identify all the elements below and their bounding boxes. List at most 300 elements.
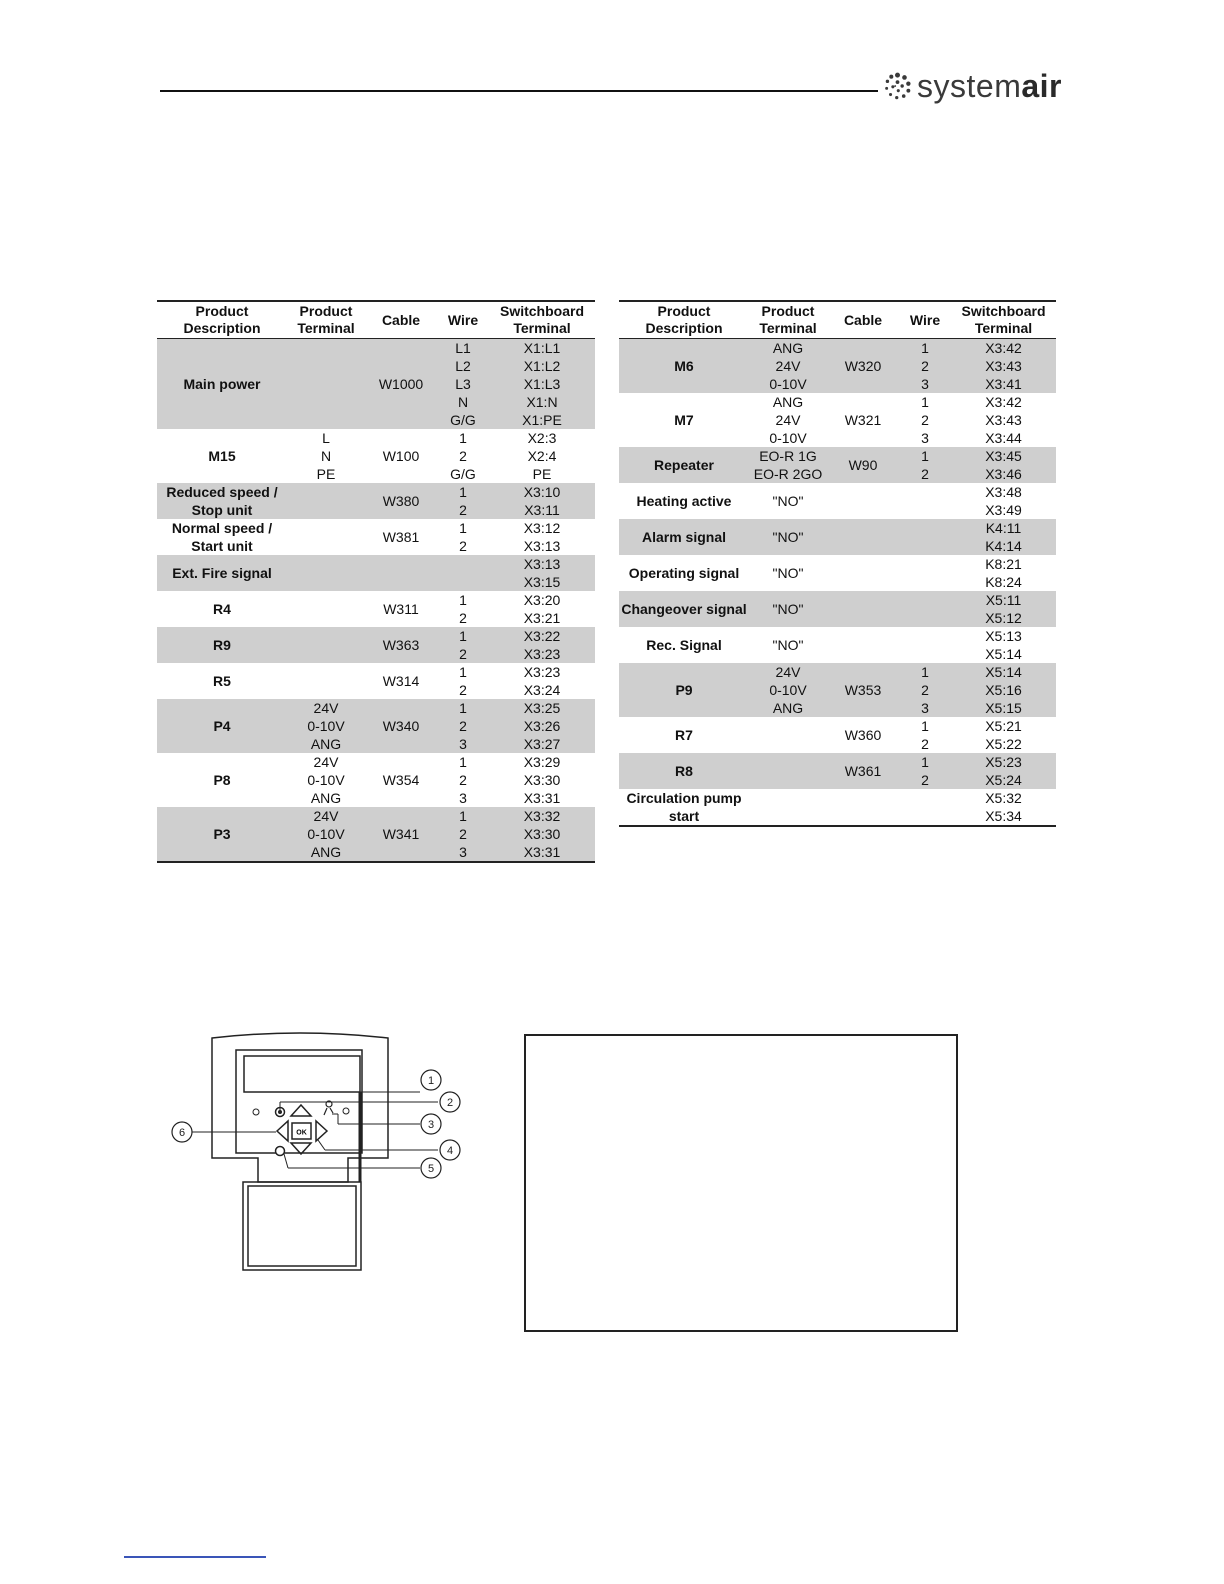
switchboard-terminal-cell	[489, 483, 595, 519]
switchboard-terminal-cell-line: X5:32	[985, 790, 1022, 806]
product-terminal-cell-line: EO-R 1G	[759, 448, 817, 464]
product-terminal-cell-line: 0-10V	[307, 718, 345, 734]
switchboard-terminal-cell-line: X3:10	[523, 484, 561, 500]
switchboard-terminal-cell	[951, 519, 1056, 555]
switchboard-terminal-cell-line: X3:42	[985, 394, 1022, 410]
table-row	[619, 789, 1056, 826]
table-row	[619, 717, 1056, 753]
switchboard-terminal-cell-line: X3:21	[523, 610, 561, 626]
switchboard-terminal-cell-line: X5:14	[985, 664, 1022, 680]
product-terminal-cell-line: N	[320, 448, 332, 464]
cable-cell	[827, 555, 899, 591]
table-row	[619, 447, 1056, 483]
wire-cell-line: 3	[459, 736, 467, 752]
product-description-cell: Changeover signal	[619, 591, 749, 627]
wire-cell	[437, 591, 489, 627]
wire-cell	[899, 627, 951, 663]
header-cable: Cable	[365, 301, 437, 339]
cable-cell: W314	[382, 673, 420, 689]
product-description-cell: Operating signal	[628, 565, 740, 581]
legend-box	[524, 1034, 958, 1332]
switchboard-terminal-cell-line: X3:31	[523, 844, 561, 860]
cable-cell: W381	[382, 529, 420, 545]
switchboard-terminal-cell-line: X3:11	[524, 502, 560, 518]
header-wire: Wire	[899, 301, 951, 339]
switchboard-terminal-cell	[489, 519, 595, 555]
callout-3: 3	[427, 1119, 435, 1131]
switchboard-terminal-cell-line: X3:23	[523, 664, 561, 680]
wire-cell	[437, 663, 489, 699]
switchboard-terminal-cell-line: X3:42	[985, 340, 1022, 356]
switchboard-terminal-cell-line: X3:27	[523, 736, 561, 752]
wire-cell	[899, 555, 951, 591]
product-terminal-cell-line: "NO"	[772, 637, 804, 653]
product-terminal-cell	[749, 789, 827, 826]
wire-cell	[899, 339, 951, 394]
cable-cell: W353	[827, 663, 899, 717]
switchboard-terminal-cell-line: X2:4	[527, 448, 557, 464]
cable-cell: W320	[827, 339, 899, 394]
wire-cell-line: 2	[459, 538, 467, 554]
display-window	[244, 1056, 360, 1092]
wire-cell	[437, 483, 489, 519]
switchboard-terminal-cell-line: X5:34	[985, 808, 1022, 824]
clear-button[interactable]	[276, 1147, 285, 1156]
callout-2: 2	[446, 1097, 454, 1109]
wire-cell-line: 1	[459, 664, 467, 680]
switchboard-terminal-cell-line: X5:23	[985, 754, 1022, 770]
switchboard-terminal-cell-line: X3:32	[523, 808, 561, 824]
wire-cell	[437, 429, 489, 483]
product-terminal-cell	[749, 519, 827, 555]
wire-cell-line: 3	[921, 376, 929, 392]
switchboard-terminal-cell-line: X3:30	[523, 826, 561, 842]
wire-cell-line: 2	[459, 826, 467, 842]
switchboard-terminal-cell-line: X5:24	[985, 772, 1022, 788]
callout-1: 1	[427, 1075, 435, 1087]
product-terminal-cell	[749, 663, 827, 717]
wire-cell-line: 1	[459, 700, 467, 716]
wire-cell	[437, 519, 489, 555]
wire-cell-line: 2	[921, 466, 929, 482]
switchboard-terminal-cell-line: X3:20	[523, 592, 561, 608]
switchboard-terminal-cell-line: X1:PE	[522, 412, 562, 428]
table-row	[619, 339, 1056, 394]
switchboard-terminal-cell-line: X5:21	[985, 718, 1022, 734]
switchboard-terminal-cell	[489, 555, 595, 591]
switchboard-terminal-cell	[951, 483, 1056, 519]
switchboard-terminal-cell-line: X3:31	[523, 790, 561, 806]
cable-cell	[827, 519, 899, 555]
wire-cell-line: 1	[921, 718, 929, 734]
table-header-row	[157, 301, 595, 339]
product-terminal-cell-line: ANG	[772, 700, 804, 716]
wire-cell-line: 2	[459, 682, 467, 698]
wire-cell	[899, 663, 951, 717]
table-row	[157, 429, 595, 483]
table-body	[619, 339, 1056, 827]
switchboard-terminal-cell-line: X1:L3	[523, 376, 561, 392]
product-terminal-cell	[749, 627, 827, 663]
wire-cell-line: 2	[459, 502, 467, 518]
header-product-terminal: Product Terminal	[287, 301, 365, 339]
switchboard-terminal-cell-line: X3:48	[985, 484, 1022, 500]
product-description-cell: Circulation pump start	[626, 790, 742, 824]
wire-cell-line: N	[457, 394, 469, 410]
product-terminal-cell-line: ANG	[310, 736, 342, 752]
product-description-cell: Ext. Fire signal	[157, 555, 287, 591]
write-key-icon[interactable]	[324, 1101, 333, 1115]
wire-cell-line: G/G	[450, 412, 476, 428]
product-terminal-cell	[287, 663, 365, 699]
product-description-cell: Normal speed / Start unit	[171, 520, 273, 554]
table-row	[157, 591, 595, 627]
product-terminal-cell-line: 24V	[775, 412, 801, 428]
wire-cell-line: 1	[459, 754, 467, 770]
panel-base	[243, 1182, 361, 1270]
header-rule	[160, 90, 878, 92]
cable-cell	[827, 627, 899, 663]
wiring-table-right	[619, 300, 1056, 827]
switchboard-terminal-cell-line: X3:22	[523, 628, 561, 644]
switchboard-terminal-cell-line: X1:N	[526, 394, 558, 410]
wire-cell	[899, 591, 951, 627]
product-description-cell: P3	[157, 807, 287, 862]
table-row	[619, 393, 1056, 447]
switchboard-terminal-cell-line: K4:14	[985, 538, 1022, 554]
product-description-cell: Rec. Signal	[646, 637, 722, 653]
product-terminal-cell-line: "NO"	[772, 493, 804, 509]
product-description-cell: R9	[157, 627, 287, 663]
product-description-cell: Alarm signal	[619, 519, 749, 555]
up-arrow-icon[interactable]	[291, 1105, 311, 1116]
callout-5: 5	[427, 1163, 435, 1175]
switchboard-terminal-cell-line: X5:15	[985, 700, 1022, 716]
brand-name: systemair	[917, 68, 1062, 104]
product-terminal-cell	[287, 483, 365, 519]
wire-cell-line: 1	[459, 628, 467, 644]
product-description-cell: Reduced speed / Stop unit	[157, 483, 287, 519]
product-description-cell: M15	[208, 448, 236, 464]
switchboard-terminal-cell	[489, 663, 595, 699]
product-description-cell: Main power	[157, 339, 287, 430]
table-row	[157, 555, 595, 591]
switchboard-terminal-cell-line: K8:21	[985, 556, 1022, 572]
cable-cell: W341	[365, 807, 437, 862]
switchboard-terminal-cell	[951, 627, 1056, 663]
ok-label: OK	[296, 1129, 307, 1137]
product-terminal-cell	[749, 753, 827, 789]
switchboard-terminal-cell-line: X3:49	[985, 502, 1022, 518]
product-terminal-cell-line: 24V	[775, 358, 801, 374]
cable-cell: W100	[382, 448, 420, 464]
product-terminal-cell-line: "NO"	[772, 529, 804, 545]
product-terminal-cell-line: PE	[316, 466, 336, 482]
callout-6: 6	[178, 1127, 186, 1139]
switchboard-terminal-cell-line: X2:3	[527, 430, 557, 446]
wire-cell-line: 2	[921, 358, 929, 374]
table-header-row	[619, 301, 1056, 339]
product-terminal-cell	[749, 483, 827, 519]
cable-cell	[827, 483, 899, 519]
product-terminal-cell	[287, 339, 365, 430]
product-terminal-cell	[287, 807, 365, 862]
product-terminal-cell	[287, 429, 365, 483]
cable-cell: W311	[383, 601, 419, 617]
wire-cell	[899, 789, 951, 826]
header-product-terminal: Product Terminal	[749, 301, 827, 339]
switchboard-terminal-cell-line: X3:43	[985, 412, 1022, 428]
switchboard-terminal-cell	[489, 699, 595, 753]
table-row	[157, 699, 595, 753]
switchboard-terminal-cell-line: X3:45	[985, 448, 1022, 464]
header-product-description: Product Description	[157, 301, 287, 339]
switchboard-terminal-cell	[951, 717, 1056, 753]
wire-cell-line: 2	[459, 772, 467, 788]
product-terminal-cell	[287, 519, 365, 555]
wire-cell-line: L3	[455, 376, 471, 392]
wire-cell-line: 3	[921, 430, 929, 446]
switchboard-terminal-cell	[951, 789, 1056, 826]
control-panel-diagram	[170, 1030, 470, 1280]
switchboard-terminal-cell	[951, 663, 1056, 717]
table-body	[157, 339, 595, 863]
product-terminal-cell	[287, 591, 365, 627]
wire-cell-line: 2	[459, 610, 467, 626]
wire-cell	[899, 519, 951, 555]
table-row	[619, 591, 1056, 627]
switchboard-terminal-cell	[489, 753, 595, 807]
cable-cell: W363	[365, 627, 437, 663]
product-description-cell: P9	[619, 663, 749, 717]
switchboard-terminal-cell	[951, 555, 1056, 591]
cable-cell	[827, 591, 899, 627]
switchboard-terminal-cell-line: X3:29	[523, 754, 561, 770]
product-terminal-cell-line: 0-10V	[769, 430, 807, 446]
cable-cell: W360	[844, 727, 882, 743]
table-row	[157, 663, 595, 699]
product-terminal-cell-line: EO-R 2GO	[753, 466, 823, 482]
switchboard-terminal-cell	[489, 807, 595, 862]
wire-cell-line: L2	[455, 358, 471, 374]
wire-cell	[437, 699, 489, 753]
switchboard-terminal-cell-line: X5:11	[985, 592, 1022, 608]
product-terminal-cell	[287, 699, 365, 753]
wire-cell-line: 2	[921, 412, 929, 428]
product-description-cell: Repeater	[619, 447, 749, 483]
footer-link-underline[interactable]	[124, 1556, 266, 1558]
wire-cell	[437, 555, 489, 591]
switchboard-terminal-cell-line: X3:26	[523, 718, 561, 734]
product-terminal-cell	[287, 555, 365, 591]
product-description-cell: P8	[213, 772, 231, 788]
wire-cell-line: 2	[459, 718, 467, 734]
wire-cell	[437, 627, 489, 663]
wire-cell-line: 1	[921, 340, 929, 356]
product-description-cell: P4	[157, 699, 287, 753]
header-switchboard-terminal: Switchboard Terminal	[489, 301, 595, 339]
product-terminal-cell-line: 0-10V	[307, 772, 345, 788]
product-description-cell: Heating active	[636, 493, 732, 509]
header-product-description: Product Description	[619, 301, 749, 339]
wiring-table-left	[157, 300, 595, 863]
wire-cell-line: 1	[921, 394, 929, 410]
product-terminal-cell-line: 24V	[313, 700, 339, 716]
cable-cell: W340	[365, 699, 437, 753]
wire-cell	[899, 447, 951, 483]
wire-cell-line: 2	[921, 772, 929, 788]
table-row	[619, 555, 1056, 591]
table-row	[619, 663, 1056, 717]
switchboard-terminal-cell-line: X3:13	[523, 538, 561, 554]
wire-cell-line: 1	[459, 592, 467, 608]
cable-cell: W321	[844, 412, 882, 428]
switchboard-terminal-cell-line: X5:16	[985, 682, 1022, 698]
product-description-cell: M6	[619, 339, 749, 394]
table-row	[157, 807, 595, 862]
wire-cell	[899, 717, 951, 753]
table-row	[619, 519, 1056, 555]
wire-cell-line: 1	[921, 664, 929, 680]
cable-cell: W90	[827, 447, 899, 483]
switchboard-terminal-cell-line: X5:22	[985, 736, 1022, 752]
wire-cell	[899, 753, 951, 789]
product-description-cell: R8	[619, 753, 749, 789]
switchboard-terminal-cell-line: PE	[532, 466, 552, 482]
switchboard-terminal-cell-line: X3:15	[523, 574, 561, 590]
switchboard-terminal-cell-line: X3:23	[523, 646, 561, 662]
cable-cell: W1000	[365, 339, 437, 430]
switchboard-terminal-cell-line: X3:12	[523, 520, 561, 536]
cable-cell	[365, 555, 437, 591]
wire-cell-line: 1	[459, 808, 467, 824]
cable-cell: W380	[365, 483, 437, 519]
product-terminal-cell	[749, 447, 827, 483]
right-led-icon	[343, 1108, 349, 1114]
wire-cell-line: 2	[921, 682, 929, 698]
product-terminal-cell-line: "NO"	[772, 565, 804, 581]
product-terminal-cell	[749, 717, 827, 753]
switchboard-terminal-cell-line: X3:43	[985, 358, 1022, 374]
switchboard-terminal-cell-line: X5:14	[985, 646, 1022, 662]
wire-cell-line: L1	[455, 340, 471, 356]
table-row	[157, 483, 595, 519]
product-description-cell: M7	[674, 412, 694, 428]
table-row	[157, 627, 595, 663]
wire-cell-line: G/G	[450, 466, 476, 482]
systemair-logo-icon	[882, 67, 913, 105]
switchboard-terminal-cell	[489, 591, 595, 627]
product-terminal-cell-line: 0-10V	[769, 376, 807, 392]
switchboard-terminal-cell-line: X3:24	[523, 682, 561, 698]
wire-cell-line: 3	[921, 700, 929, 716]
left-led-icon	[253, 1109, 259, 1115]
switchboard-terminal-cell	[951, 591, 1056, 627]
wire-cell-line: 2	[459, 448, 467, 464]
switchboard-terminal-cell-line: X1:L1	[523, 340, 561, 356]
product-terminal-cell-line: ANG	[310, 790, 342, 806]
switchboard-terminal-cell	[489, 429, 595, 483]
switchboard-terminal-cell-line: X3:46	[985, 466, 1022, 482]
switchboard-terminal-cell-line: X1:L2	[523, 358, 561, 374]
product-terminal-cell-line: ANG	[772, 340, 804, 356]
switchboard-terminal-cell-line: X5:13	[985, 628, 1022, 644]
product-terminal-cell-line: ANG	[310, 844, 342, 860]
switchboard-terminal-cell	[489, 339, 595, 430]
product-description-cell: R5	[213, 673, 231, 689]
wire-cell	[437, 807, 489, 862]
switchboard-terminal-cell	[951, 447, 1056, 483]
switchboard-terminal-cell	[951, 393, 1056, 447]
switchboard-terminal-cell-line: X3:25	[523, 700, 561, 716]
product-terminal-cell	[287, 627, 365, 663]
switchboard-terminal-cell-line: X3:13	[523, 556, 561, 572]
product-terminal-cell	[749, 339, 827, 394]
product-terminal-cell-line: L	[322, 430, 330, 446]
product-description-cell: R7	[675, 727, 693, 743]
switchboard-terminal-cell-line: X3:44	[985, 430, 1022, 446]
wire-cell-line: 3	[459, 844, 467, 860]
product-description-cell: R4	[213, 601, 231, 617]
product-terminal-cell-line: 24V	[313, 754, 339, 770]
cable-cell: W354	[382, 772, 420, 788]
switchboard-terminal-cell-line: X5:12	[985, 610, 1022, 626]
cable-cell	[827, 789, 899, 826]
table-row	[619, 483, 1056, 519]
header-switchboard-terminal: Switchboard Terminal	[951, 301, 1056, 339]
wire-cell-line: 2	[459, 646, 467, 662]
table-row	[157, 339, 595, 430]
product-terminal-cell	[749, 393, 827, 447]
wire-cell-line: 1	[921, 754, 929, 770]
wire-cell	[437, 753, 489, 807]
wire-cell-line: 1	[459, 520, 467, 536]
switchboard-terminal-cell	[951, 339, 1056, 394]
left-arrow-icon[interactable]	[277, 1121, 288, 1141]
product-terminal-cell-line: "NO"	[772, 601, 804, 617]
product-terminal-cell	[287, 753, 365, 807]
table-row	[619, 627, 1056, 663]
product-terminal-cell	[749, 555, 827, 591]
product-terminal-cell-line: 24V	[313, 808, 339, 824]
table-row	[157, 753, 595, 807]
switchboard-terminal-cell-line: X3:30	[523, 772, 561, 788]
wire-cell	[899, 483, 951, 519]
right-arrow-icon[interactable]	[316, 1121, 327, 1141]
callout-4: 4	[446, 1145, 454, 1157]
wire-cell-line: 3	[459, 790, 467, 806]
switchboard-terminal-cell-line: K8:24	[985, 574, 1022, 590]
product-terminal-cell	[749, 591, 827, 627]
switchboard-terminal-cell-line: X3:41	[985, 376, 1022, 392]
product-terminal-cell-line: 24V	[775, 664, 801, 680]
wire-cell-line: 1	[459, 484, 467, 500]
product-terminal-cell-line: 0-10V	[307, 826, 345, 842]
table-row	[157, 519, 595, 555]
brand-logo	[882, 64, 1062, 108]
switchboard-terminal-cell-line: K4:11	[985, 520, 1022, 536]
cable-cell: W361	[827, 753, 899, 789]
switchboard-terminal-cell	[489, 627, 595, 663]
header-wire: Wire	[437, 301, 489, 339]
product-terminal-cell-line: 0-10V	[769, 682, 807, 698]
wire-cell-line: 2	[921, 736, 929, 752]
wire-cell	[899, 393, 951, 447]
header-cable: Cable	[827, 301, 899, 339]
wire-cell-line: 1	[921, 448, 929, 464]
wire-cell-line: 1	[459, 430, 467, 446]
switchboard-terminal-cell	[951, 753, 1056, 789]
